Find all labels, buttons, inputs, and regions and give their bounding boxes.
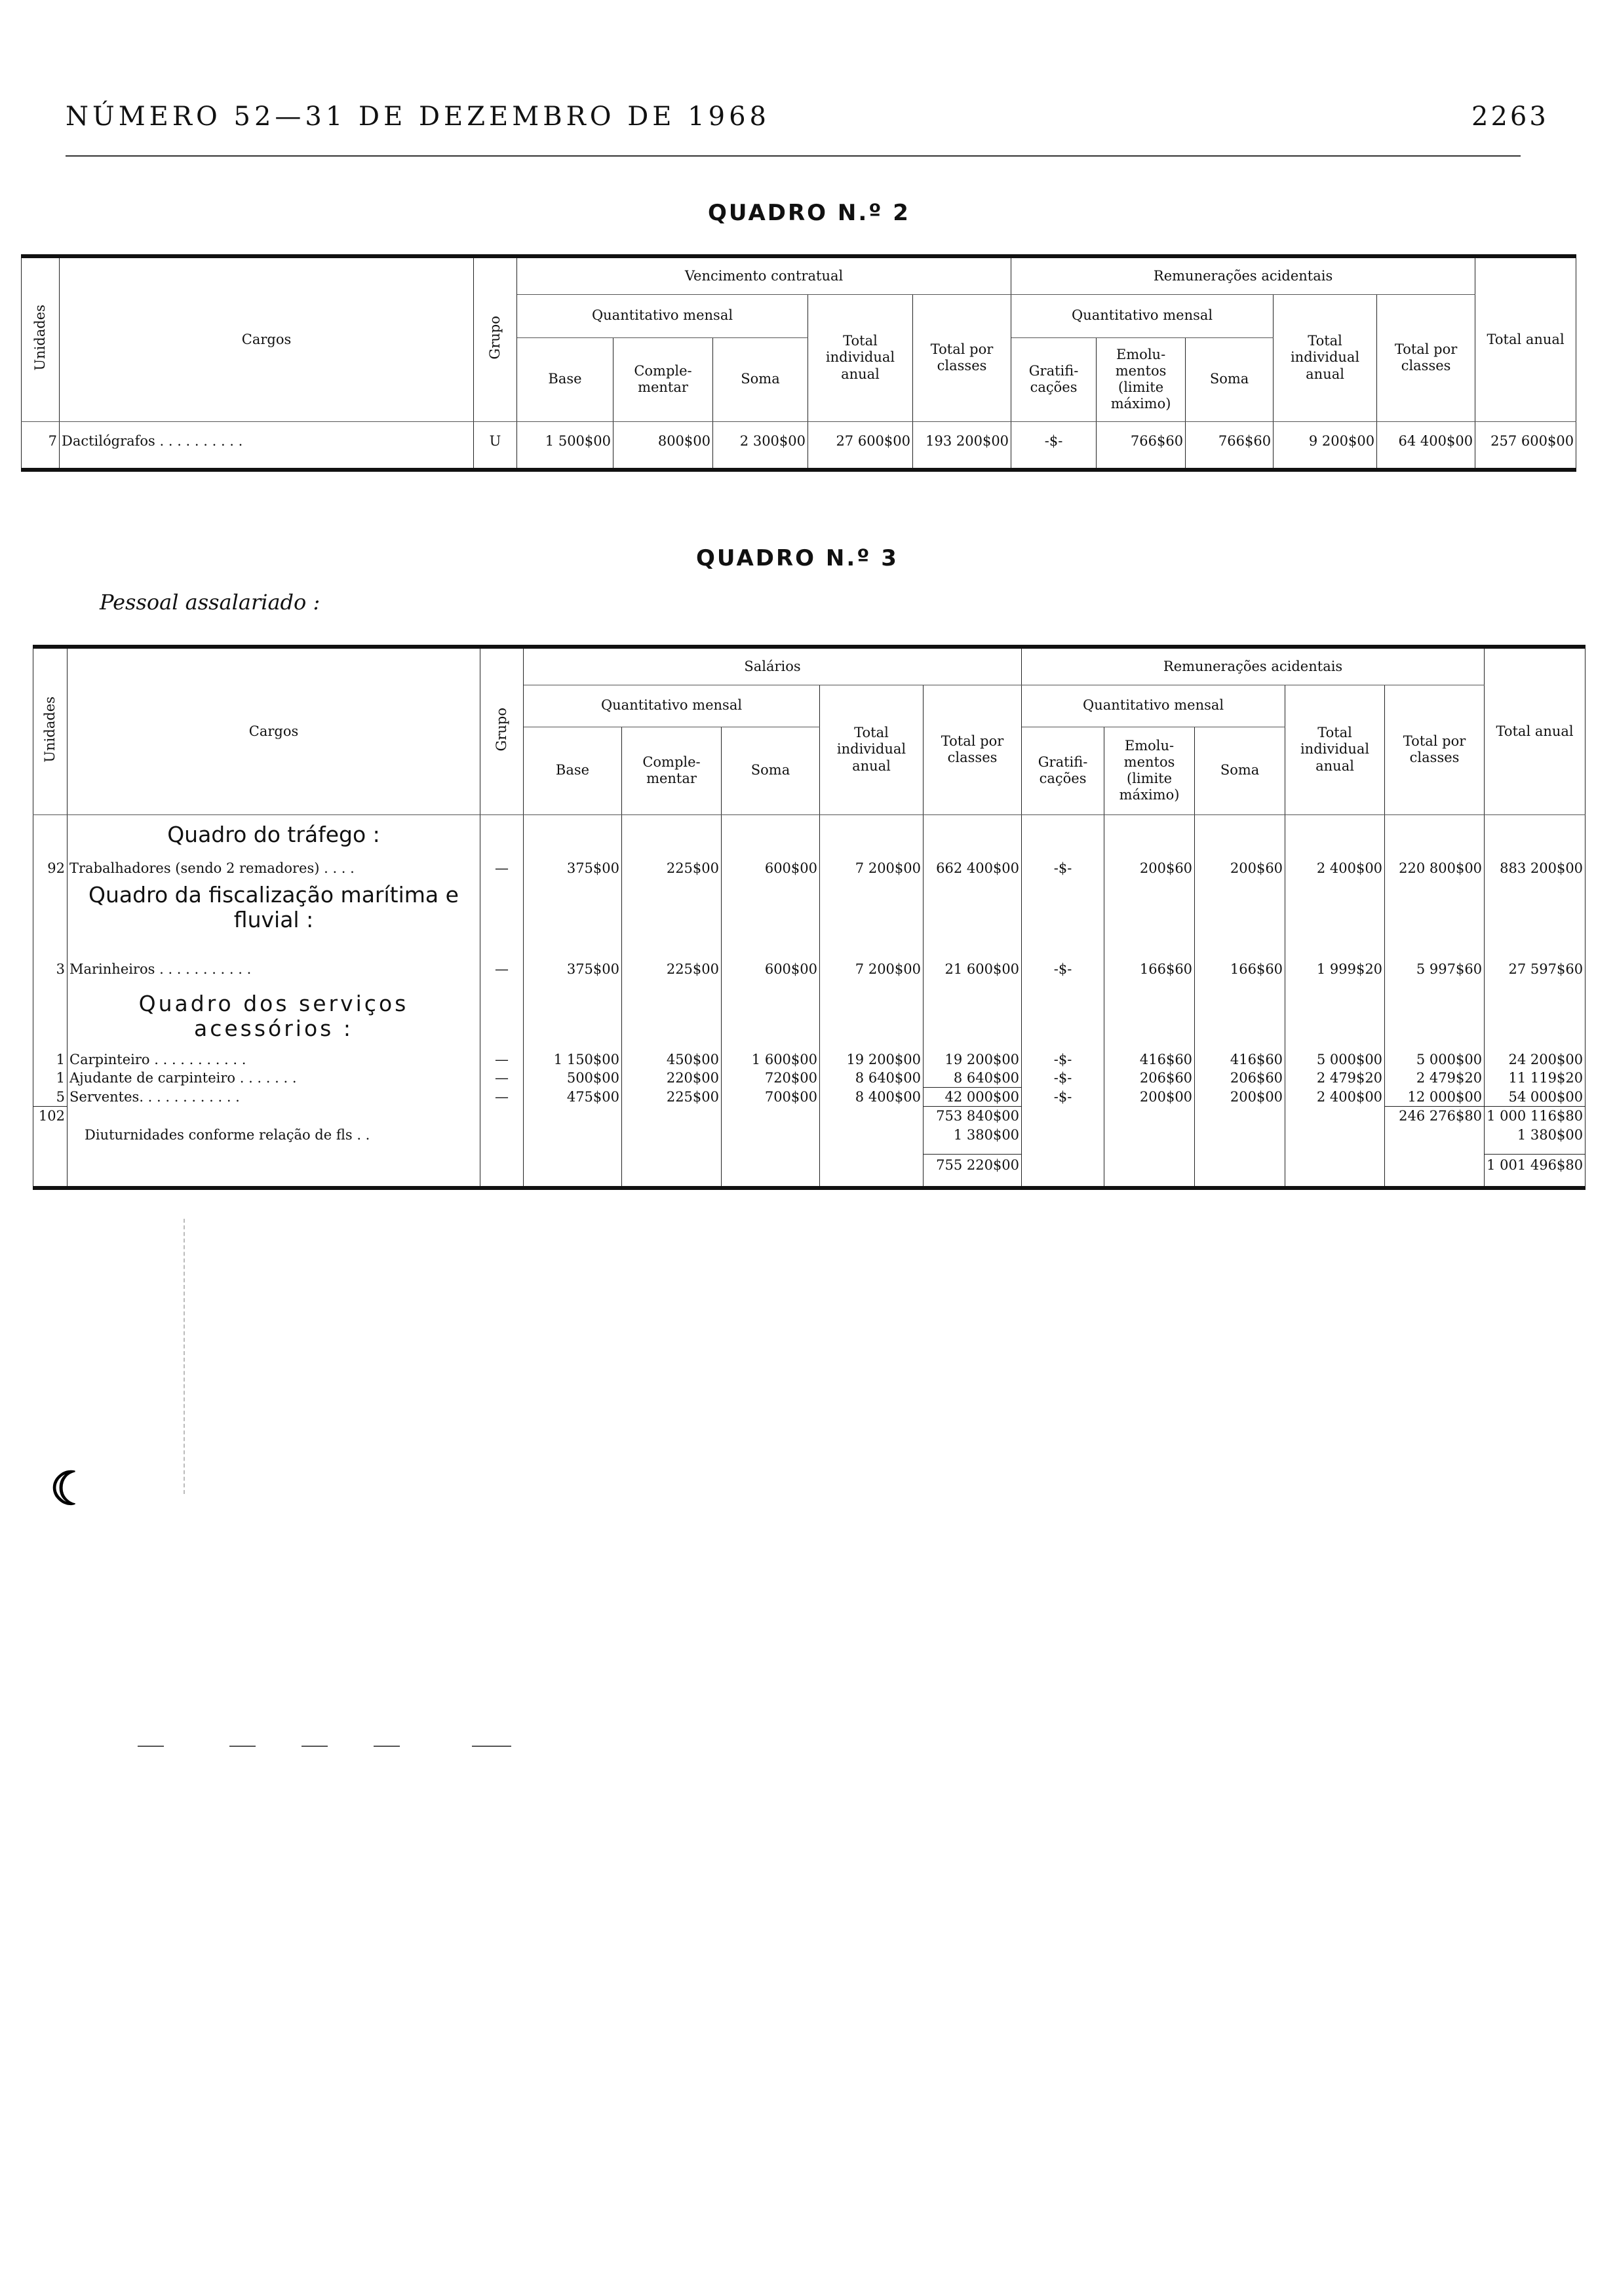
total-classes-header: Total por classes <box>913 294 1011 421</box>
table-row: 92 Trabalhadores (sendo 2 remadores) . . . . — 375$00 225$00 600$00 7 200$00 662 400$00 -$- 200$60 200$60 2 400$00 220 800$00 883 200$00 <box>33 855 1586 881</box>
table-row: 1 Carpinteiro . . . . . . . . . . . — 1 150$00 450$00 1 600$00 19 200$00 19 200$00 -$- 416$60 416$60 5 000$00 5 000$00 24 200$00 <box>33 1050 1586 1069</box>
section-row <box>33 881 1586 956</box>
soma2-header: Soma <box>1195 727 1285 814</box>
table-row: 5 Serventes. . . . . . . . . . . . — 475$00 225$00 700$00 8 400$00 42 000$00 -$- 200$00 200$00 2 400$00 12 000$00 54 000$00 <box>33 1088 1586 1107</box>
scan-dash <box>229 1746 256 1747</box>
complementar-header: Comple-mentar <box>613 337 713 421</box>
total-anual-header: Total anual <box>1485 647 1586 814</box>
section-row <box>33 814 1586 855</box>
soma-header: Soma <box>722 727 820 814</box>
remuneracoes-header: Remunerações acidentais <box>1022 647 1485 685</box>
scan-dash <box>374 1746 400 1747</box>
scan-dash <box>138 1746 164 1747</box>
vencimento-header: Vencimento contratual <box>517 256 1011 294</box>
table-row: 7 Dactilógrafos . . . . . . . . . . U 1 500$00 800$00 2 300$00 27 600$00 193 200$00 -$- 766$60 766$60 9 200$00 64 400$00 257 600$00 <box>22 421 1576 461</box>
grupo-header: Grupo <box>480 647 524 814</box>
quant-mensal2-header: Quantitativo mensal <box>1011 294 1274 337</box>
soma-header: Soma <box>713 337 808 421</box>
scan-vertical-dashes <box>184 1219 185 1494</box>
unidades-header: Unidades <box>33 647 68 814</box>
grupo-header: Grupo <box>474 256 517 421</box>
remuneracoes-header: Remunerações acidentais <box>1011 256 1475 294</box>
table-row: 1 Ajudante de carpinteiro . . . . . . . — 500$00 220$00 720$00 8 640$00 8 640$00 -$- 206$60 206$60 2 479$20 2 479$20 11 119$20 <box>33 1069 1586 1088</box>
page-header-title: NÚMERO 52—31 DE DEZEMBRO DE 1968 <box>66 102 771 132</box>
section-trafego: Quadro do tráfego : <box>68 814 480 855</box>
scan-mark-icon: ☾ <box>50 1461 91 1516</box>
quadro3-title: QUADRO N.º 3 <box>696 545 899 571</box>
scan-dash <box>472 1746 511 1747</box>
section-row <box>33 982 1586 1050</box>
soma2-header: Soma <box>1186 337 1274 421</box>
page-number: 2263 <box>1471 102 1549 132</box>
emolumentos-header: Emolu-mentos (limite máximo) <box>1097 337 1186 421</box>
table-row: 3 Marinheiros . . . . . . . . . . . — 375$00 225$00 600$00 7 200$00 21 600$00 -$- 166$60 166$60 1 999$20 5 997$60 27 597$60 <box>33 956 1586 982</box>
diuturnidades-label: Diuturnidades conforme relação de fls . . <box>68 1125 480 1145</box>
quadro2-title: QUADRO N.º 2 <box>708 200 910 226</box>
subtotal-row: 102 753 840$00 246 276$80 1 000 116$80 <box>33 1107 1586 1126</box>
total-individual-header: Total individual anual <box>808 294 913 421</box>
total-individual-header: Total individual anual <box>820 685 924 814</box>
base-header: Base <box>517 337 613 421</box>
base-header: Base <box>524 727 622 814</box>
total-classes-header: Total por classes <box>924 685 1022 814</box>
header-rule <box>66 155 1521 157</box>
section-servicos: Quadro dos serviços acessórios : <box>68 982 480 1050</box>
total-unidades: 102 <box>33 1107 68 1126</box>
grand-total-row: 755 220$00 1 001 496$80 <box>33 1154 1586 1176</box>
quant-mensal2-header: Quantitativo mensal <box>1022 685 1285 727</box>
diuturnidades-row: Diuturnidades conforme relação de fls . . 1 380$00 1 380$00 <box>33 1125 1586 1145</box>
gratificacoes-header: Gratifi-cações <box>1011 337 1097 421</box>
quadro3-table <box>33 645 1586 1190</box>
section-fiscalizacao: Quadro da fiscalização marítima e fluvial : <box>68 881 480 956</box>
total-classes2-header: Total por classes <box>1377 294 1475 421</box>
quadro3-subtitle: Pessoal assalariado : <box>100 590 321 615</box>
salarios-header: Salários <box>524 647 1022 685</box>
quadro2-table <box>21 254 1576 472</box>
scan-dash <box>302 1746 328 1747</box>
total-individual2-header: Total individual anual <box>1274 294 1377 421</box>
total-anual-header: Total anual <box>1475 256 1576 421</box>
gratificacoes-header: Gratifi-cações <box>1022 727 1104 814</box>
emolumentos-header: Emolu-mentos (limite máximo) <box>1104 727 1195 814</box>
cargos-header: Cargos <box>68 647 480 814</box>
quant-mensal-header: Quantitativo mensal <box>524 685 820 727</box>
total-classes2-header: Total por classes <box>1385 685 1485 814</box>
complementar-header: Comple-mentar <box>622 727 722 814</box>
quant-mensal-header: Quantitativo mensal <box>517 294 808 337</box>
cargos-header: Cargos <box>60 256 474 421</box>
unidades-header: Unidades <box>22 256 60 421</box>
total-individual2-header: Total individual anual <box>1285 685 1385 814</box>
